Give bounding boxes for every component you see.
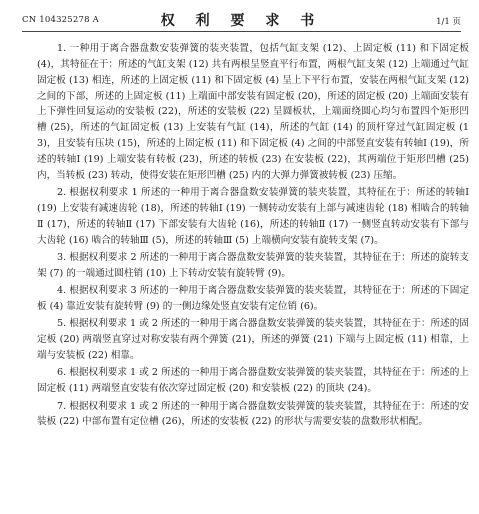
claim-6: 6. 根据权利要求 1 或 2 所述的一种用于离合器盘数安装弹簧的装夹装置，其特征在于：所述的上固定板 (11) 两端竖直安装有依次穿过固定板 (20) 和安装板 (22) 的顶块 (24)。 xyxy=(37,367,469,395)
claim-4: 4. 根据权利要求 3 所述的一种用于离合器盘数安装弹簧的装夹装置，其特征在于：所述的下固定板 (4) 靠近安装有旋转臂 (9) 的一侧边缘处竖直安装有定位销 (6)。 xyxy=(37,285,469,312)
page-number: 1/1 页 xyxy=(436,17,461,27)
claim-2: 2. 根据权利要求 1 所述的一种用于离合器盘数安装弹簧的装夹装置，其特征在于：所述的转轴Ⅰ (19) 上安装有减速齿轮 (18)，所述的转轴Ⅰ (19) 一侧转动安装有上部与减速齿轮 (18) 相啮合的转轴Ⅱ (17)，所述的转轴Ⅱ (17) 下部安装有大齿轮 (16)，所述的转轴Ⅱ (17) 一侧竖直转动安装有下部与大齿轮 (16) 啮合的转轴Ⅲ (5)，所述的转轴Ⅲ (5) 上端横向安装有旋转支架 (7)。 xyxy=(37,187,469,246)
document-title: 权 利 要 求 书 xyxy=(160,13,323,29)
claim-5: 5. 根据权利要求 1 或 2 所述的一种用于离合器盘数安装弹簧的装夹装置，其特征在于：所述的固定板 (20) 两端竖直穿过对称安装有两个弹簧 (21)，所述的弹簧 (21) 下端与上固定板 (11) 相靠，上端与安装板 (22) 相靠。 xyxy=(37,318,469,362)
claim-1: 1. 一种用于离合器盘数安装弹簧的装夹装置，包括气缸支架 (12)、上固定板 (11) 和下固定板 (4)，其特征在于：所述的气缸支架 (12) 共有两根呈竖直平行布置，两根气缸支架 (12) 上端通过气缸固定板 (13) 相连，所述的上固定板 (11) 和下固定板 (4) 呈上下平行布置，安装在两根气缸支架 (12) 之间的下部，所述的上固定板 (11) 上端面中部安装有固定板 (20)，所述的固定板 (20) 上端面安装有上下弹性回复运动的安装板 (22)，所述的安装板 (22) 呈圆板状，上端面绕圆心均匀布置四个矩形凹槽 (25)，所述的气缸固定板 (13) 上安装有气缸 (14)，所述的气缸 (14) 的顶杆穿过气缸固定板 (13)，且安装有压块 (15)，所述的上固定板 (11) 和下固定板 (4) 之间的中部竖直安装有转轴Ⅰ (19)，所述的转轴Ⅰ (19) 上端安装有转板 (23)，所述的转板 (23) 在安装板 (22)，其两端位于矩形凹槽 (25) 内，当转板 (23) 转动，使得安装在矩形凹槽 (25) 内的大弹力弹簧被转板 (23) 压缩。 xyxy=(37,43,469,181)
claims-section xyxy=(37,41,469,432)
document-id: CN 104325278 A xyxy=(22,15,99,25)
claim-3: 3. 根据权利要求 2 所述的一种用于离合器盘数安装弹簧的装夹装置，其特征在于：所述的旋转支架 (7) 的一端通过圆柱销 (10) 上下转动安装有旋转臂 (9)。 xyxy=(37,251,469,279)
page-header xyxy=(22,9,461,32)
claim-7: 7. 根据权利要求 1 或 2 所述的一种用于离合器盘数安装弹簧的装夹装置，其特征在于：所述的安装板 (22) 中部布置有定位槽 (26)，所述的安装板 (22) 的形状与需要安装的盘数形状相配。 xyxy=(37,400,469,428)
